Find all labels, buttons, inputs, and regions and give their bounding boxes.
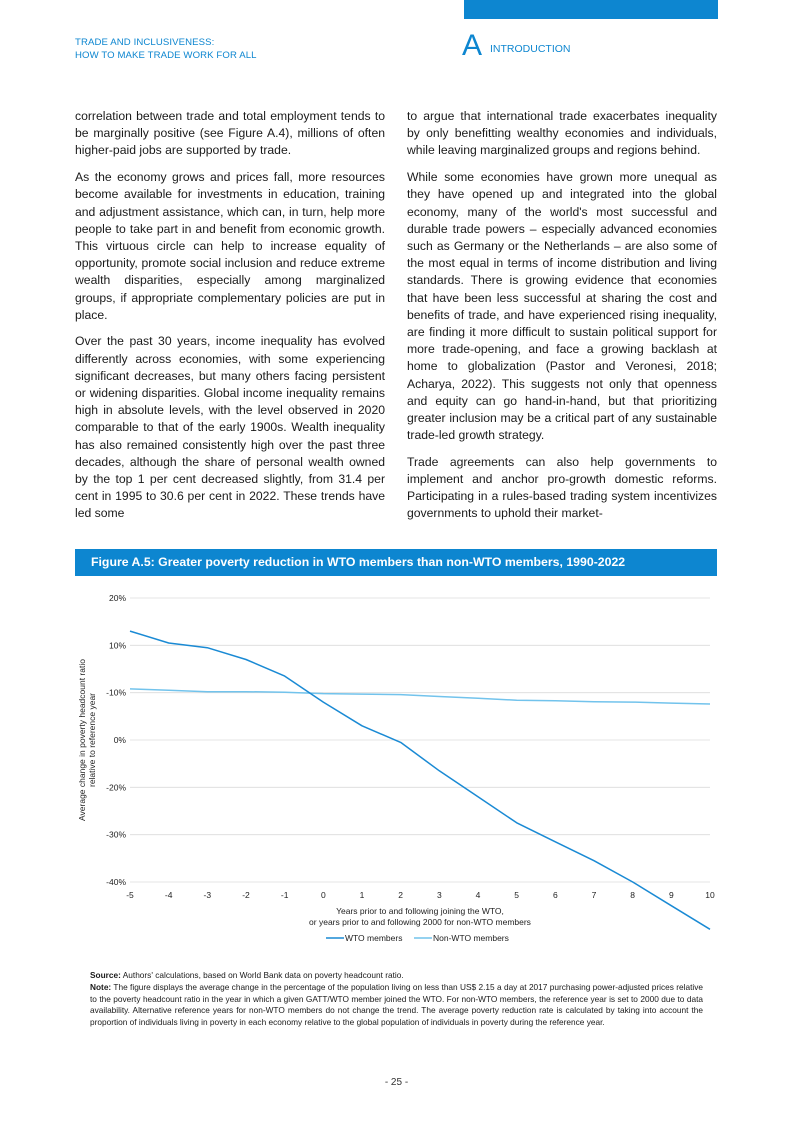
x-axis-label: Years prior to and following joining the WTO, [336, 906, 504, 916]
paragraph: to argue that international trade exacerbates inequality by only benefitting wealthy economies and individuals, while leaving marginalized groups and regions behind. [407, 109, 717, 158]
section-title: INTRODUCTION [490, 43, 571, 55]
paragraph: As the economy grows and prices fall, more resources become available for investments in education, training and adjustment assistance, which can, in turn, help more people to take part in and benefit from economic growth. This virtuous circle can help to increase equality of opportunity, promote social inclusion and reduce extreme wealth disparities, especially among marginalized groups, if appropriate complementary policies are put in place. [75, 170, 385, 322]
source-text: Authors' calculations, based on World Bank data on poverty headcount ratio. [120, 970, 404, 980]
x-tick-label: 3 [436, 890, 442, 900]
paragraph: correlation between trade and total employment tends to be marginally positive (see Figure A.4), millions of often higher-paid jobs are supported by trade. [75, 109, 385, 158]
x-tick-label: 8 [630, 890, 636, 900]
series-line-wto-members [130, 631, 710, 929]
x-tick-label: 6 [552, 890, 558, 900]
section-letter: A [462, 29, 483, 62]
x-tick-label: 9 [668, 890, 674, 900]
x-tick-label: 0 [320, 890, 326, 900]
running-header [75, 36, 257, 62]
legend-label: WTO members [345, 933, 403, 943]
x-tick-label: 10 [705, 890, 715, 900]
y-tick-label: -30% [106, 829, 126, 840]
x-tick-label: -3 [203, 890, 212, 900]
x-tick-label: -1 [280, 890, 289, 900]
paragraph: While some economies have grown more unequal as they have opened up and integrated into the global economy, many of the world's most successful and durable trade powers – especially advanced economies such as Germany or the Netherlands – are also some of the most equal in terms of income distribution and living standards. There is growing evidence that economies that have been less successful at sharing the cost and benefits of trade, and have experienced rising inequality, are finding it more difficult to sustain political support for more trade-opening, and face a growing backlash at home to globalization (Pastor and Veronesi, 2018; Acharya, 2022). This suggests not only that openness and equity can go hand-in-hand, but that prioritizing greater inclusion may be a critical part of any sustainable trade-led growth strategy. [407, 170, 717, 443]
x-tick-label: 5 [514, 890, 520, 900]
running-header-line-2: HOW TO MAKE TRADE WORK FOR ALL [75, 50, 257, 61]
y-tick-label: 10% [108, 640, 126, 651]
body-column-right [407, 108, 717, 532]
figure-title: Figure A.5: Greater poverty reduction in WTO members than non-WTO members, 1990-2022 [75, 549, 717, 576]
note-label: Note: [90, 981, 112, 992]
x-tick-label: 1 [359, 890, 365, 900]
y-axis-label: relative to reference year [87, 692, 97, 788]
page-number: - 25 - [384, 1077, 409, 1088]
y-tick-label: -40% [106, 877, 126, 887]
x-axis-label: or years prior to and following 2000 for non-WTO members [309, 917, 531, 927]
source-label: Source: [90, 970, 121, 980]
x-tick-label: 7 [591, 890, 597, 900]
paragraph: Over the past 30 years, income inequality has evolved differently across economies, with some experiencing significant decreases, but many others facing persistent or widening disparities. Global income inequality remains high in absolute levels, with the level observed in 2020 comparable to that of the early 1900s. Wealth inequality has also remained consistently high over the past three decades, although the share of personal wealth owned by the top 1 per cent decreased slightly, from 31.4 per cent in 1995 to 30.6 per cent in 2022. These trends have led some [75, 334, 385, 521]
header-accent-bar [464, 0, 718, 19]
y-tick-label: 0% [113, 735, 126, 745]
x-tick-label: 2 [398, 890, 404, 900]
y-tick-label: -10% [106, 687, 126, 698]
note-text: The figure displays the average change in the percentage of the population living on less than US$ 2.15 a day at 2017 purchasing power-adjusted prices relative to the poverty headcount ratio in the year in which a given GATT/WTO member joined the WTO. For non-WTO members, the reference year is set to 2000 due to data availability. Alternative reference years for non-WTO members do not change the trend. The average poverty reduction rate is calculated by taking into account the proportion of individuals living in poverty in each economy relative to the global population of individuals in poverty during the reference year. [90, 981, 703, 1028]
x-tick-label: 4 [475, 890, 481, 900]
x-tick-label: -4 [164, 890, 173, 900]
legend-label: Non-WTO members [433, 933, 509, 943]
x-tick-label: -5 [126, 890, 134, 900]
paragraph: Trade agreements can also help governments to implement and anchor pro-growth domestic reforms. Participating in a rules-based trading system incentivizes governments to uphold their market- [407, 454, 717, 521]
series-line-non-wto-members [130, 689, 710, 704]
body-column-left [75, 108, 385, 532]
running-header-line-1: TRADE AND INCLUSIVENESS: [75, 37, 215, 48]
figure-source-note [90, 970, 703, 1029]
y-tick-label: 20% [108, 593, 126, 603]
y-axis-label: Average change in poverty headcount ratio [77, 659, 87, 821]
y-tick-label: -20% [106, 782, 126, 793]
x-tick-label: -2 [242, 890, 250, 900]
poverty-line-chart [70, 585, 730, 957]
